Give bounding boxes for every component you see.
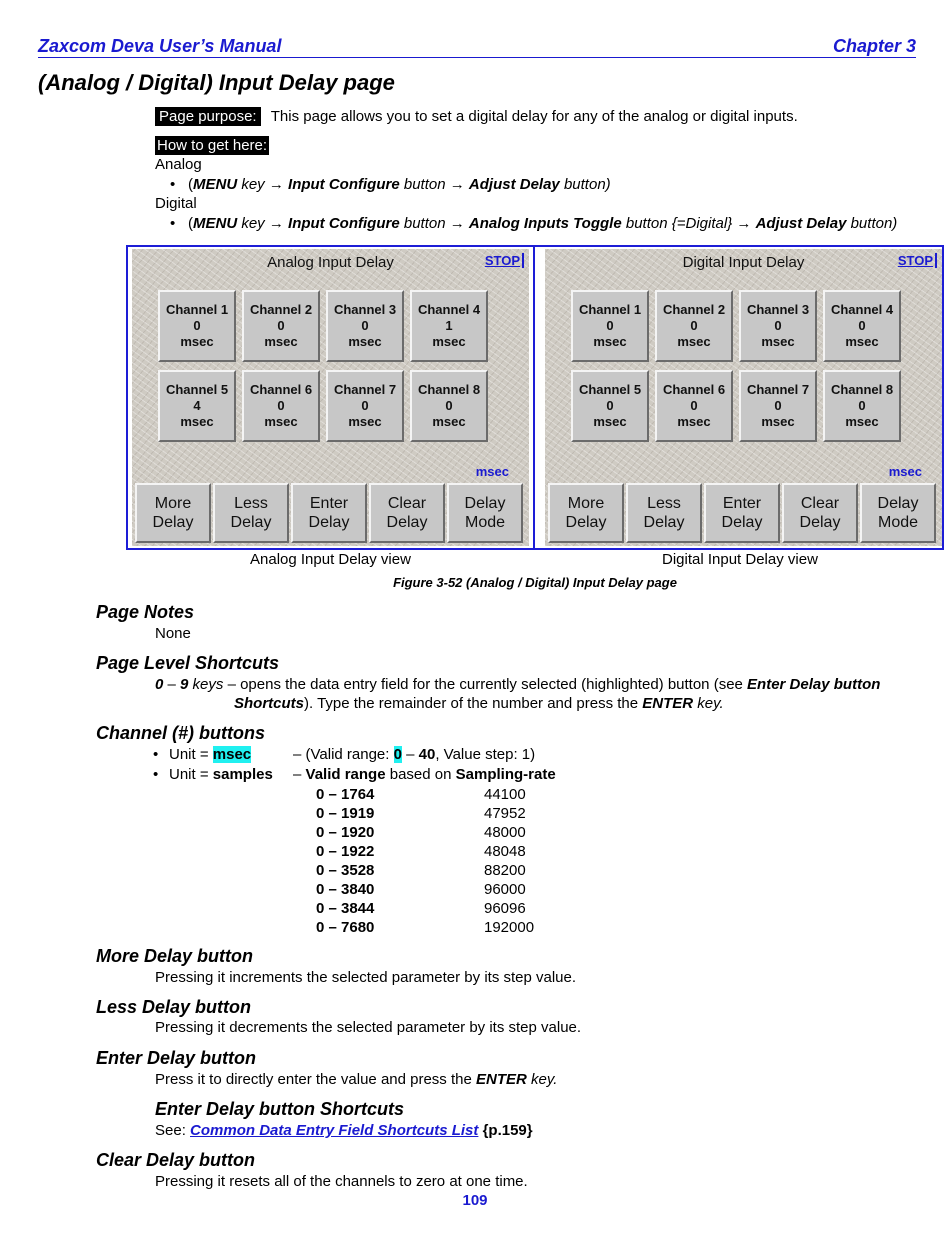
channel-unit: msec (677, 334, 711, 349)
channel-value: 0 (858, 318, 866, 333)
channel-label: Channel 6 (249, 382, 313, 397)
header-rule (38, 57, 916, 58)
channel-6-button[interactable] (655, 370, 733, 442)
channel-label: Channel 8 (417, 382, 481, 397)
unit-label: Unit = (169, 746, 209, 763)
enter-key: ENTER (476, 1071, 527, 1088)
channel-label: Channel 1 (165, 302, 229, 317)
path-text: key (241, 215, 265, 232)
channel-label: Channel 4 (417, 302, 481, 317)
button-label: Mode (464, 514, 506, 531)
less-delay-text: Pressing it decrements the selected parameter by its step value. (155, 1019, 582, 1036)
channel-label: Channel 3 (746, 302, 810, 317)
unit-indicator: msec (475, 464, 509, 479)
range-cell: 0 – 1922 (316, 843, 375, 860)
channel-8-button[interactable] (823, 370, 901, 442)
enter-delay-text (155, 1071, 557, 1088)
channel-unit: msec (761, 414, 795, 429)
how-label-line (155, 137, 269, 154)
manual-title: Zaxcom Deva User’s Manual (38, 36, 282, 56)
channel-value: 0 (361, 398, 369, 413)
channel-7-button[interactable] (326, 370, 404, 442)
channel-value: 1 (445, 318, 453, 333)
more-delay-heading: More Delay button (96, 946, 254, 966)
channel-label: Channel 1 (578, 302, 642, 317)
button-label: Delay (386, 514, 428, 531)
page-number: 109 (462, 1192, 488, 1209)
key-zero: 0 (155, 676, 164, 693)
dash: – (293, 766, 302, 783)
channel-label: Channel 2 (662, 302, 726, 317)
see-label: See: (155, 1122, 186, 1139)
button-label: Enter (722, 495, 762, 512)
enter-delay-button[interactable] (704, 483, 780, 543)
channel-value: 0 (774, 318, 782, 333)
input-configure-ref: Input Configure (288, 215, 400, 232)
channel-label: Channel 6 (662, 382, 726, 397)
sampling-rate: Sampling-rate (455, 766, 556, 783)
range-cell: 0 – 3840 (316, 881, 375, 898)
channel-3-button[interactable] (739, 290, 817, 362)
unit-samples-line (155, 766, 273, 783)
button-label: Mode (877, 514, 919, 531)
channel-unit: msec (180, 334, 214, 349)
analog-inputs-toggle-ref: Analog Inputs Toggle (468, 215, 622, 232)
msec-highlight: msec (212, 746, 252, 763)
button-label: Delay (464, 495, 506, 512)
shortcut-line-2 (234, 695, 724, 712)
paren: ( (188, 176, 193, 193)
channel-value: 0 (774, 398, 782, 413)
channel-4-button[interactable] (823, 290, 901, 362)
digital-input-delay-screen (545, 249, 942, 546)
samples-range (293, 766, 556, 783)
channel-5-button[interactable] (571, 370, 649, 442)
rate-cell: 48000 (484, 824, 526, 841)
channel-unit: msec (593, 414, 627, 429)
stop-button[interactable]: STOP (898, 253, 937, 268)
channel-2-button[interactable] (242, 290, 320, 362)
range-cell: 0 – 3528 (316, 862, 375, 879)
channel-unit: msec (264, 334, 298, 349)
range-text: , Value step: 1) (435, 746, 536, 763)
valid-range: Valid range (305, 766, 386, 783)
figure-caption: Figure 3-52 (Analog / Digital) Input Delay page (393, 575, 677, 590)
enter-delay-shortcuts-heading: Enter Delay button Shortcuts (155, 1099, 405, 1119)
channel-value: 0 (606, 318, 614, 333)
channel-unit: msec (432, 414, 466, 429)
rate-cell: 44100 (484, 786, 526, 803)
shortcut-ref: Shortcuts (234, 695, 305, 712)
button-label: Delay (230, 514, 272, 531)
digital-path (172, 215, 897, 232)
digital-label: Digital (155, 195, 197, 212)
page-notes-heading: Page Notes (96, 602, 195, 622)
rate-cell: 88200 (484, 862, 526, 879)
channel-unit: msec (761, 334, 795, 349)
path-text: button) (850, 215, 898, 232)
channel-3-button[interactable] (326, 290, 404, 362)
screen-title: Digital Input Delay (682, 254, 805, 271)
channel-value: 0 (193, 318, 201, 333)
range-cell: 0 – 1920 (316, 824, 375, 841)
less-delay-button[interactable] (626, 483, 702, 543)
range-min: 0 (393, 746, 402, 763)
menu-key: MENU (193, 215, 238, 232)
page-level-shortcuts-heading: Page Level Shortcuts (96, 653, 280, 673)
digital-view-caption: Digital Input Delay view (662, 551, 818, 568)
less-delay-heading: Less Delay button (96, 997, 252, 1017)
purpose-label: Page purpose: (155, 107, 261, 126)
channel-unit: msec (180, 414, 214, 429)
chapter-label: Chapter 3 (832, 36, 916, 56)
more-delay-button[interactable] (135, 483, 211, 543)
button-label: Less (647, 495, 681, 512)
path-text: button) (563, 176, 611, 193)
enter-delay-heading: Enter Delay button (96, 1048, 257, 1068)
rate-cell: 47952 (484, 805, 526, 822)
range-cell: 0 – 1764 (316, 786, 375, 803)
range-text: – (Valid range: (293, 746, 390, 763)
clear-delay-button[interactable] (369, 483, 445, 543)
channel-unit: msec (593, 334, 627, 349)
enter-delay-button[interactable] (291, 483, 367, 543)
channel-unit: msec (677, 414, 711, 429)
function-button-row (135, 483, 523, 543)
key-word: key. (531, 1071, 558, 1088)
channel-value: 0 (690, 398, 698, 413)
menu-key: MENU (193, 176, 238, 193)
path-text: button (625, 215, 668, 232)
arrow-icon: → (449, 215, 465, 232)
channel-unit: msec (348, 334, 382, 349)
clear-delay-heading: Clear Delay button (96, 1150, 256, 1170)
path-text: key (241, 176, 265, 193)
enter-shortcuts-see (155, 1122, 533, 1139)
channel-value: 0 (361, 318, 369, 333)
arrow-icon: → (268, 215, 284, 232)
channel-value: 0 (277, 318, 285, 333)
keys-word: keys (192, 676, 224, 693)
channel-value: 0 (690, 318, 698, 333)
channel-7-button[interactable] (739, 370, 817, 442)
channel-unit: msec (264, 414, 298, 429)
channel-6-button[interactable] (242, 370, 320, 442)
screen-title: Analog Input Delay (267, 254, 394, 271)
channel-grid (571, 290, 901, 442)
page-ref: {p.159} (482, 1122, 533, 1139)
channel-value: 0 (445, 398, 453, 413)
button-label: More (567, 495, 605, 512)
arrow-icon: → (449, 176, 465, 193)
dash: – (406, 746, 415, 763)
channel-1-button[interactable] (158, 290, 236, 362)
arrow-icon: → (268, 176, 284, 193)
channel-5-button[interactable] (158, 370, 236, 442)
button-label: Less (234, 495, 268, 512)
button-label: Delay (643, 514, 685, 531)
button-label: Delay (877, 495, 919, 512)
channel-unit: msec (432, 334, 466, 349)
channel-unit: msec (845, 414, 879, 429)
paren: ( (188, 215, 193, 232)
button-label: Clear (387, 495, 427, 512)
dash: – (167, 676, 176, 693)
more-delay-button[interactable] (548, 483, 624, 543)
range-max: 40 (418, 746, 436, 763)
channel-label: Channel 2 (249, 302, 313, 317)
button-label: Clear (800, 495, 840, 512)
button-label: Delay (308, 514, 350, 531)
channel-value: 0 (277, 398, 285, 413)
button-label: Delay (152, 514, 194, 531)
shortcut-desc: – opens the data entry field for the currently selected (highlighted) button (see (227, 676, 743, 693)
how-label: How to get here: (157, 137, 268, 154)
channel-label: Channel 4 (830, 302, 894, 317)
channel-2-button[interactable] (655, 290, 733, 362)
more-delay-text: Pressing it increments the selected parameter by its step value. (155, 969, 577, 986)
path-text: button (403, 215, 446, 232)
rate-cell: 96096 (484, 900, 526, 917)
unit-indicator: msec (888, 464, 922, 479)
channel-grid (158, 290, 488, 442)
clear-delay-text: Pressing it resets all of the channels to zero at one time. (155, 1173, 528, 1190)
purpose-line (155, 108, 798, 125)
digital-state: {=Digital} (671, 215, 733, 232)
input-configure-ref: Input Configure (288, 176, 400, 193)
based-on: based on (389, 766, 452, 783)
samples-label: samples (212, 766, 273, 783)
channel-label: Channel 5 (578, 382, 642, 397)
key-nine: 9 (180, 676, 189, 693)
channel-label: Channel 3 (333, 302, 397, 317)
channel-label: Channel 7 (333, 382, 397, 397)
stop-button[interactable]: STOP (485, 253, 524, 268)
channel-1-button[interactable] (571, 290, 649, 362)
screen-divider (533, 247, 535, 549)
rate-cell: 48048 (484, 843, 526, 860)
delay-mode-button[interactable] (860, 483, 936, 543)
adjust-delay-ref: Adjust Delay (755, 215, 847, 232)
page-notes-text: None (155, 625, 191, 642)
shortcut-line-1 (155, 676, 880, 693)
range-cell: 0 – 7680 (316, 919, 375, 936)
arrow-icon: → (736, 215, 752, 232)
purpose-text: This page allows you to set a digital delay for any of the analog or digital inputs. (270, 108, 798, 125)
analog-path (172, 176, 611, 193)
analog-input-delay-screen (132, 249, 529, 546)
analog-view-caption: Analog Input Delay view (250, 551, 411, 568)
adjust-delay-ref: Adjust Delay (468, 176, 560, 193)
channel-label: Channel 5 (165, 382, 229, 397)
enter-delay-desc: Press it to directly enter the value and press the (155, 1071, 472, 1088)
rate-cell: 192000 (484, 919, 535, 936)
button-label: Enter (309, 495, 349, 512)
channel-value: 0 (858, 398, 866, 413)
unit-msec-line (155, 746, 251, 763)
button-label: More (154, 495, 192, 512)
function-button-row (548, 483, 936, 543)
less-delay-button[interactable] (213, 483, 289, 543)
page-title: (Analog / Digital) Input Delay page (38, 70, 395, 95)
msec-range (293, 746, 535, 763)
channel-label: Channel 7 (746, 382, 810, 397)
channel-unit: msec (845, 334, 879, 349)
channel-unit: msec (348, 414, 382, 429)
button-label: Delay (799, 514, 841, 531)
delay-mode-button[interactable] (447, 483, 523, 543)
analog-label: Analog (155, 156, 202, 173)
channel-label: Channel 8 (830, 382, 894, 397)
key-word: key. (697, 695, 724, 712)
rate-cell: 96000 (484, 881, 526, 898)
channel-buttons-heading: Channel (#) buttons (96, 723, 265, 743)
unit-label: Unit = (169, 766, 209, 783)
clear-delay-button[interactable] (782, 483, 858, 543)
button-label: Delay (721, 514, 763, 531)
shortcut-ref: Enter Delay button (747, 676, 881, 693)
button-label: Delay (565, 514, 607, 531)
range-cell: 0 – 3844 (316, 900, 375, 917)
range-cell: 0 – 1919 (316, 805, 375, 822)
channel-8-button[interactable] (410, 370, 488, 442)
enter-key: ENTER (642, 695, 694, 712)
channel-value: 4 (193, 398, 201, 413)
path-text: button (403, 176, 446, 193)
shortcut-desc: ). Type the remainder of the number and press the (304, 695, 639, 712)
channel-value: 0 (606, 398, 614, 413)
common-shortcuts-link[interactable]: Common Data Entry Field Shortcuts List (190, 1122, 479, 1139)
channel-4-button[interactable] (410, 290, 488, 362)
